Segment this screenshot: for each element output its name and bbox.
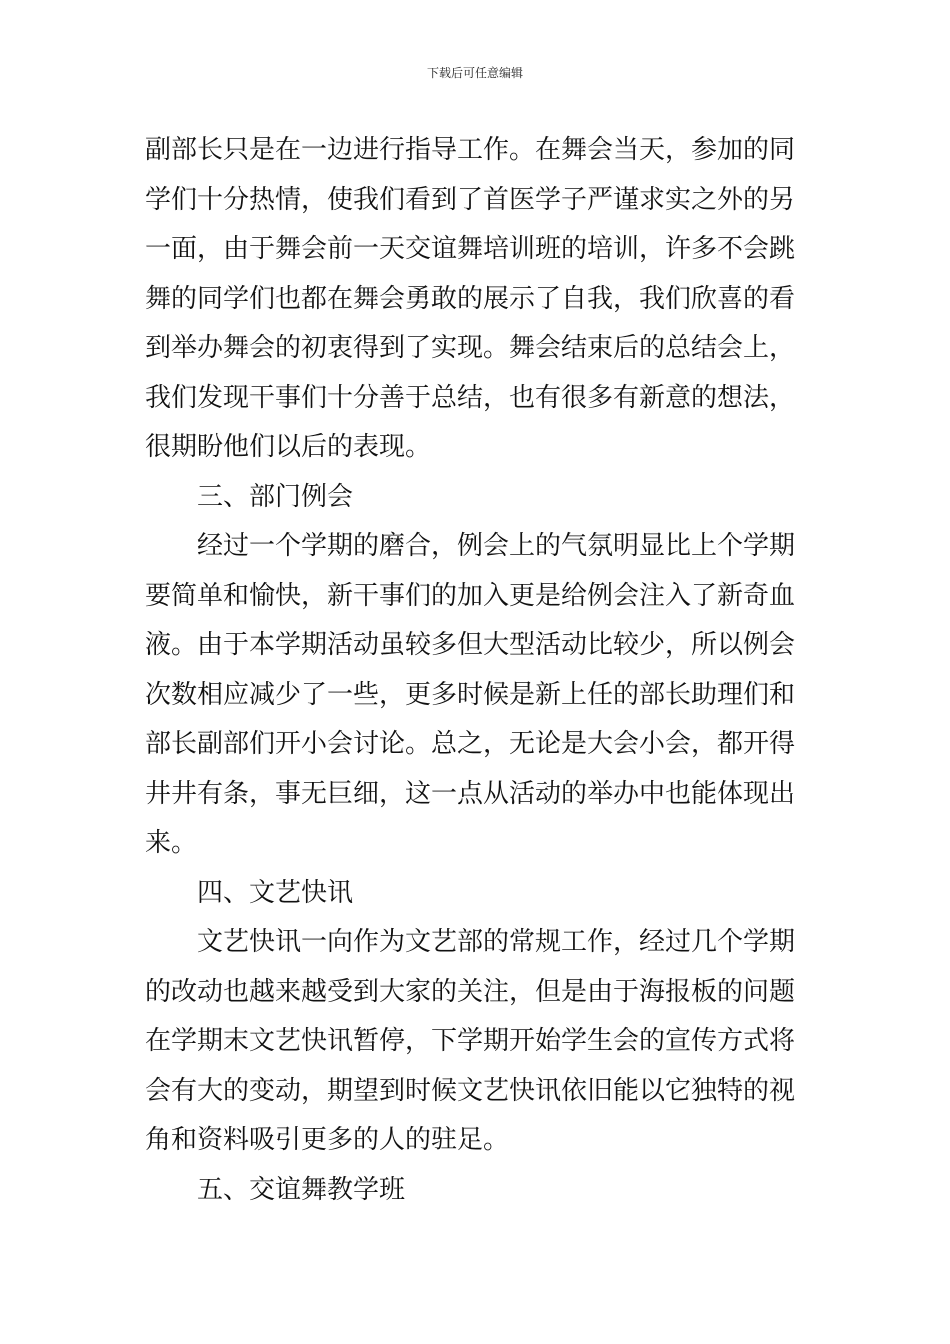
paragraph-line: 来。: [145, 828, 198, 858]
paragraph-line: 一面，由于舞会前一天交谊舞培训班的培训，许多不会跳: [145, 234, 796, 264]
paragraph-line: 经过一个学期的磨合，例会上的气氛明显比上个学期: [197, 531, 796, 561]
section-heading: 五、交谊舞教学班: [197, 1174, 406, 1205]
page-header: 下载后可任意编辑: [426, 66, 523, 80]
paragraph-line: 学们十分热情，使我们看到了首医学子严谨求实之外的另: [145, 184, 796, 215]
paragraph-line: 在学期末文艺快讯暂停，下学期开始学生会的宣传方式将: [145, 1026, 796, 1056]
paragraph-line: 文艺快讯一向作为文艺部的常规工作，经过几个学期: [197, 927, 796, 957]
paragraph-line: 舞的同学们也都在舞会勇敢的展示了自我，我们欣喜的看: [145, 283, 796, 314]
section-heading: 三、部门例会: [197, 481, 354, 512]
paragraph-line: 部长副部们开小会讨论。总之，无论是大会小会，都开得: [145, 729, 796, 759]
paragraph-line: 很期盼他们以后的表现。: [145, 432, 432, 462]
paragraph-line: 井井有条，事无巨细，这一点从活动的举办中也能体现出: [145, 778, 796, 809]
paragraph-line: 到举办舞会的初衷得到了实现。舞会结束后的总结会上，: [145, 333, 796, 363]
section-heading: 四、文艺快讯: [197, 877, 354, 908]
paragraph-line: 会有大的变动，期望到时候文艺快讯依旧能以它独特的视: [145, 1075, 796, 1106]
paragraph-line: 我们发现干事们十分善于总结，也有很多有新意的想法，: [145, 382, 796, 413]
paragraph-line: 副部长只是在一边进行指导工作。在舞会当天，参加的同: [145, 135, 796, 165]
paragraph-line: 液。由于本学期活动虽较多但大型活动比较少，所以例会: [145, 630, 796, 660]
paragraph-line: 的改动也越来越受到大家的关注，但是由于海报板的问题: [145, 976, 796, 1007]
paragraph-line: 要简单和愉快，新干事们的加入更是给例会注入了新奇血: [145, 580, 796, 611]
paragraph-line: 角和资料吸引更多的人的驻足。: [145, 1125, 510, 1155]
document-body: [145, 126, 805, 1215]
paragraph-line: 次数相应减少了一些，更多时候是新上任的部长助理们和: [145, 679, 796, 710]
